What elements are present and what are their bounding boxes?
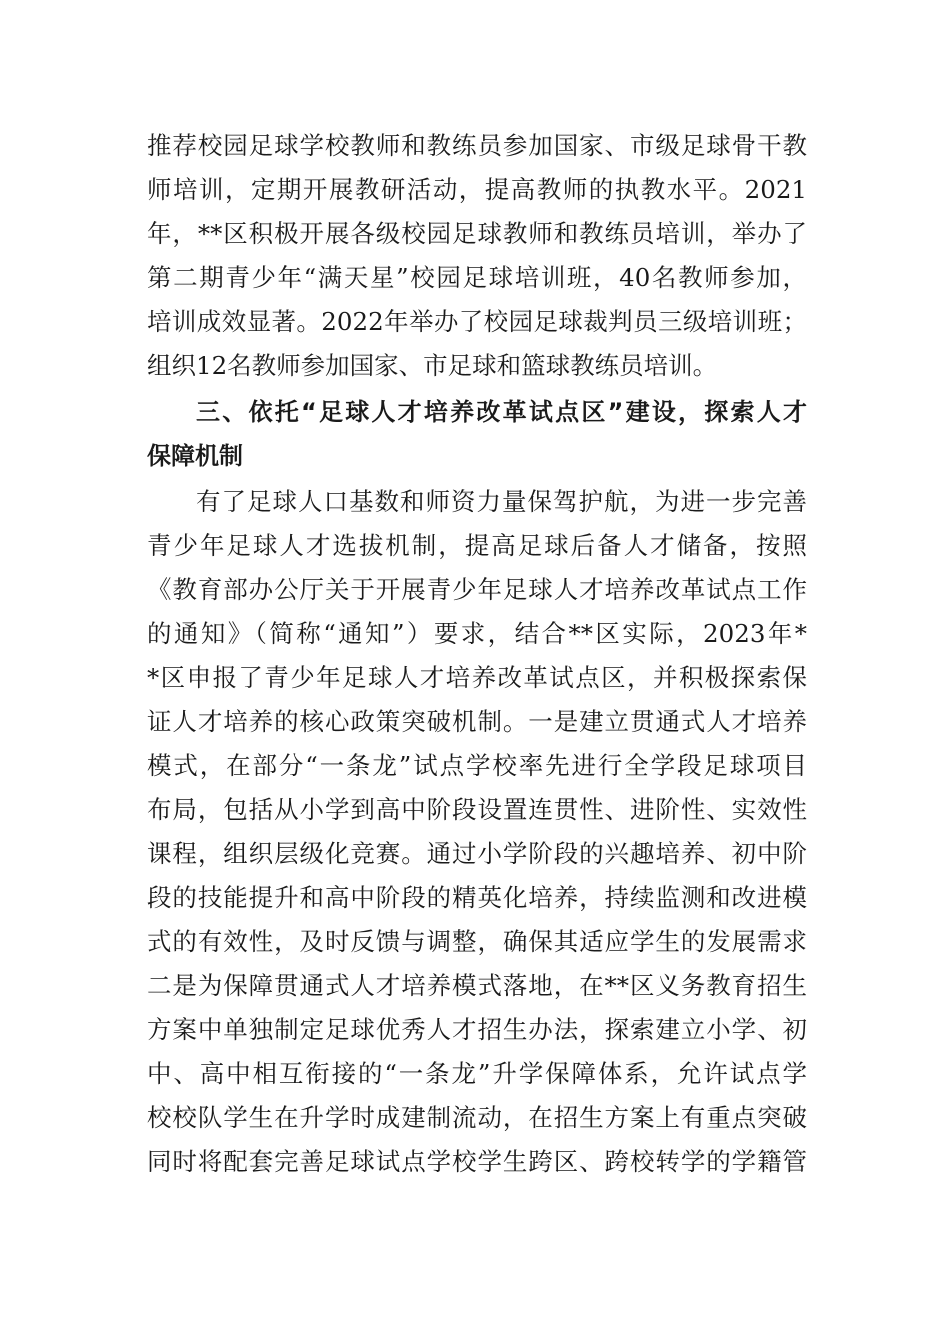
- body-text-line: 第二期青少年“满天星”校园足球培训班，40名教师参加，: [147, 263, 807, 292]
- body-text-line: 师培训，定期开展教研活动，提高教师的执教水平。2021: [147, 175, 807, 204]
- body-text-line: 课程，组织层级化竞赛。通过小学阶段的兴趣培养、初中阶: [147, 839, 807, 868]
- body-text-line: 二是为保障贯通式人才培养模式落地，在**区义务教育招生: [147, 971, 807, 1000]
- body-text-line: 校校队学生在升学时成建制流动，在招生方案上有重点突破: [147, 1103, 807, 1132]
- body-text-line: 培训成效显著。2022年举办了校园足球裁判员三级培训班；: [147, 307, 807, 336]
- body-text-line: 段的技能提升和高中阶段的精英化培养，持续监测和改进模: [147, 883, 807, 912]
- body-text-line: *区申报了青少年足球人才培养改革试点区，并积极探索保: [147, 663, 807, 692]
- body-text-line: 《教育部办公厅关于开展青少年足球人才培养改革试点工作: [147, 575, 807, 604]
- body-text-line: 有了足球人口基数和师资力量保驾护航，为进一步完善: [196, 487, 807, 516]
- body-text-line: 同时将配套完善足球试点学校学生跨区、跨校转学的学籍管: [147, 1147, 807, 1176]
- section-heading: 三、依托“足球人才培养改革试点区”建设，探索人才: [196, 398, 807, 426]
- body-text-line: 推荐校园足球学校教师和教练员参加国家、市级足球骨干教: [147, 131, 807, 160]
- body-text-line: 的通知》（简称“通知”）要求，结合**区实际，2023年*: [147, 619, 807, 648]
- body-text-line: 布局，包括从小学到高中阶段设置连贯性、进阶性、实效性: [147, 795, 807, 824]
- section-heading: 保障机制: [147, 442, 243, 470]
- body-text-line: 年，**区积极开展各级校园足球教师和教练员培训，举办了: [147, 219, 807, 248]
- body-text-line: 模式，在部分“一条龙”试点学校率先进行全学段足球项目: [147, 751, 807, 780]
- body-text-line: 中、高中相互衔接的“一条龙”升学保障体系，允许试点学: [147, 1059, 807, 1088]
- body-text-line: 方案中单独制定足球优秀人才招生办法，探索建立小学、初: [147, 1015, 807, 1044]
- body-text-line: 证人才培养的核心政策突破机制。一是建立贯通式人才培养: [147, 707, 807, 736]
- body-text-line: 式的有效性，及时反馈与调整，确保其适应学生的发展需求: [147, 927, 807, 956]
- body-text-line: 青少年足球人才选拔机制，提高足球后备人才储备，按照: [147, 531, 807, 560]
- body-text-line: 组织12名教师参加国家、市足球和篮球教练员培训。: [147, 351, 718, 380]
